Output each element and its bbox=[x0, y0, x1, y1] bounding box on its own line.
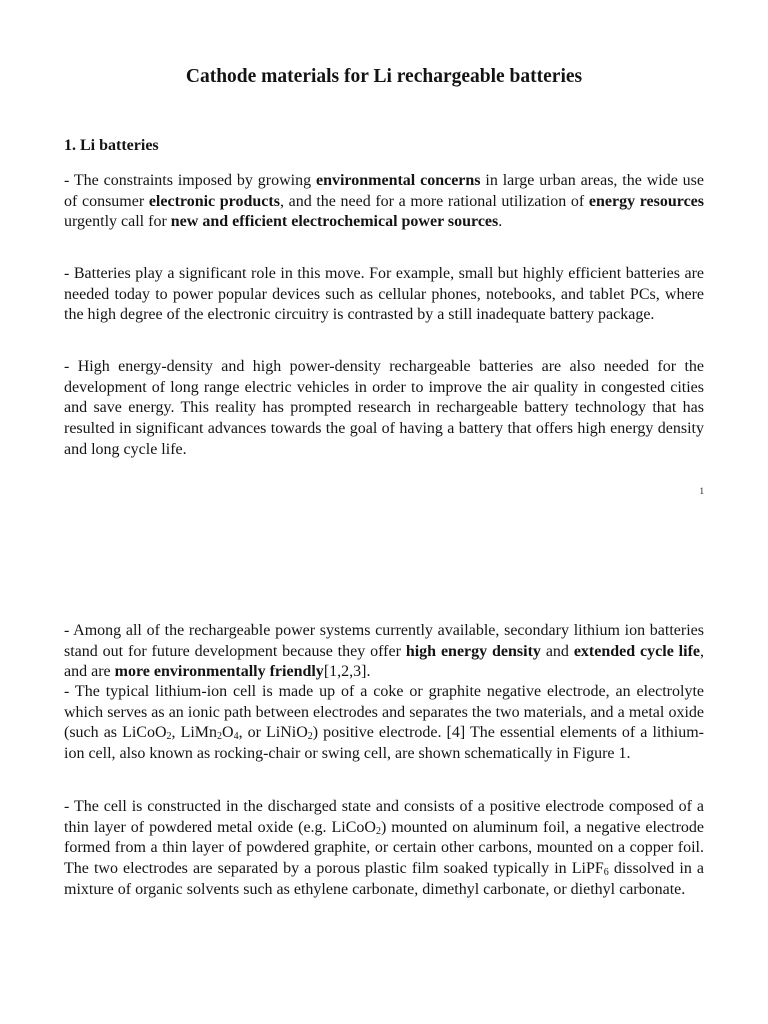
paragraph-lithium-ion-advantages bbox=[64, 621, 704, 683]
subscript: 6 bbox=[603, 867, 609, 879]
bold-phrase: energy resources bbox=[588, 192, 705, 210]
text-run: and bbox=[540, 642, 574, 660]
text-run: . bbox=[498, 213, 503, 231]
document-page-2 bbox=[0, 520, 768, 1024]
subscript: 4 bbox=[233, 731, 239, 743]
page-number: 1 bbox=[699, 486, 704, 496]
text-run: , or LiNiO bbox=[238, 724, 308, 742]
paragraph-energy-density: - High energy-density and high power-density rechargeable batteries are also needed for the development of long range electric vehicles in order to improve the air quality in congested cities and save energy. This reality has prompted research in rechargeable battery technology that has resulted in significant advances towards the goal of having a battery that offers high energy density and long cycle life. bbox=[64, 358, 704, 458]
subscript: 2 bbox=[307, 731, 313, 743]
text-run: dissolved in a mixture of organic solvents such as ethylene carbonate, dimethyl carbonate, or diethyl carbonate. bbox=[64, 860, 704, 898]
text-run: urgently call for bbox=[64, 213, 171, 231]
text-run: - The constraints imposed by growing bbox=[64, 172, 316, 189]
text-run: in large urban areas, the wide use of consumer bbox=[64, 172, 705, 210]
text-run: , and the need for a more rational utilization of bbox=[279, 192, 589, 210]
text-run: ) positive electrode. [4] The essential elements of a lithium-ion cell, also known as rocking-chair or swing cell, are shown schematically in Figure 1. bbox=[64, 724, 705, 763]
document-title: Cathode materials for Li rechargeable batteries bbox=[185, 66, 583, 87]
text-run: [1,2,3]. bbox=[323, 663, 371, 681]
text-run: , and are bbox=[64, 642, 705, 681]
text-run: ) mounted on aluminum foil, a negative electrode formed from a thin layer of powdered graphite, or certain other carbons, mounted on a copper foil. The two electrodes are separated by a porous plastic film soaked typically in LiPF bbox=[64, 818, 705, 878]
subscript: 2 bbox=[217, 731, 223, 743]
paragraph-cell-construction bbox=[64, 797, 704, 901]
bold-phrase: more environmentally friendly bbox=[114, 663, 324, 681]
paragraph-battery-role: - Batteries play a significant role in this move. For example, small but highly efficient batteries are needed today to power popular devices such as cellular phones, notebooks, and tablet PCs, where the high degree of the electronic circuitry is contrasted by a still inadequate battery package. bbox=[64, 265, 704, 324]
bold-phrase: new and efficient electrochemical power sources bbox=[170, 213, 499, 231]
subscript: 2 bbox=[166, 731, 172, 743]
section-heading: 1. Li batteries bbox=[64, 137, 159, 154]
text-run: - The cell is constructed in the discharged state and consists of a positive electrode composed of a thin layer of powdered metal oxide (e.g. LiCoO bbox=[64, 798, 704, 836]
paragraph-typical-cell bbox=[64, 682, 704, 765]
text-run: - The typical lithium-ion cell is made up of a coke or graphite negative electrode, an electrolyte which serves as an ionic path between electrodes and separates the two materials, and a metal oxide (such as LiCoO bbox=[64, 683, 704, 742]
text-run: O bbox=[222, 724, 234, 742]
subscript: 2 bbox=[375, 825, 381, 837]
bold-phrase: environmental concerns bbox=[315, 172, 481, 189]
bold-phrase: high energy density bbox=[405, 642, 541, 660]
bold-phrase: electronic products bbox=[148, 192, 280, 210]
text-run: - Among all of the rechargeable power systems currently available, secondary lithium ion batteries stand out for future development because they offer bbox=[64, 622, 704, 660]
paragraph-environmental-concerns bbox=[64, 171, 704, 233]
bold-phrase: extended cycle life bbox=[573, 642, 701, 660]
text-run: , LiMn bbox=[171, 724, 218, 742]
